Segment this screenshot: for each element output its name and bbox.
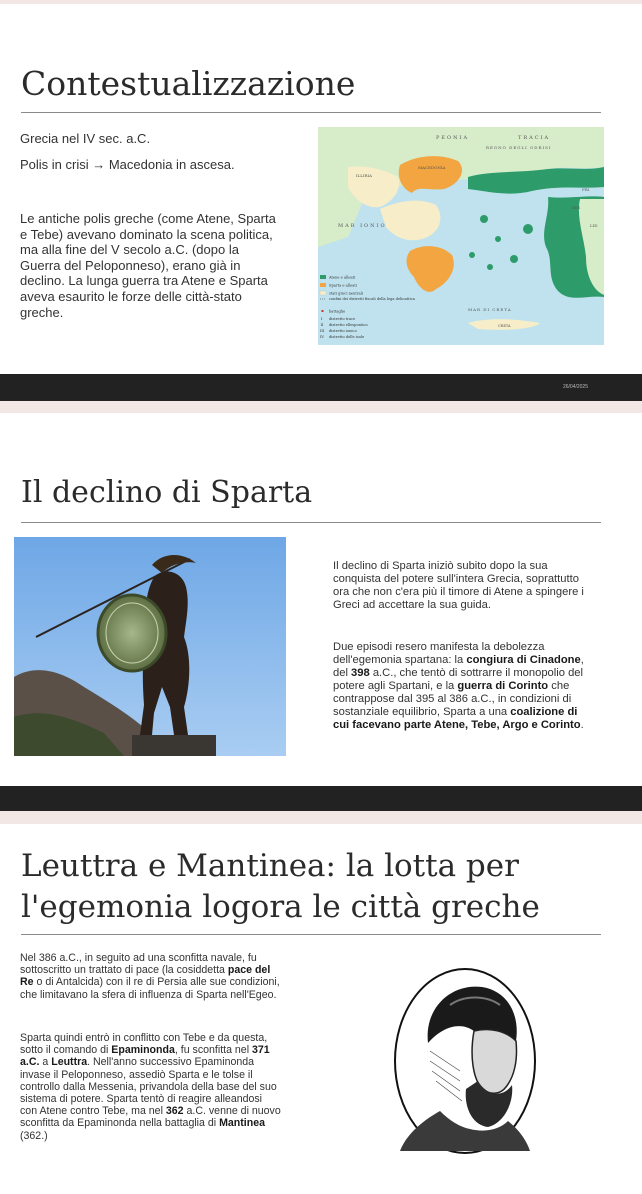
bold-text-run: Mantinea — [219, 1117, 265, 1130]
map-label: PEONIA — [436, 135, 470, 141]
text-run: a.C., che tentò di sottrarre il monopolio del potere agli Spartani, e la — [333, 667, 584, 692]
bold-text-run: 371 a.C. — [20, 1044, 270, 1069]
slide2-title-rule — [21, 522, 601, 523]
map-label: FRI — [582, 187, 590, 192]
legend-label: distretto delle isole — [329, 335, 365, 339]
slide1-title-rule — [21, 112, 601, 113]
legend-label: distretto trace — [329, 317, 356, 321]
text-run: , del — [333, 654, 584, 679]
map-label: ILLIRIA — [356, 173, 372, 178]
slide1-date: 26/04/2025 — [562, 384, 588, 390]
greece-map — [318, 127, 604, 345]
map-label: MIS — [572, 205, 581, 210]
slide1-body: Le antiche polis greche (come Atene, Sparta e Tebe) avevano dominato la scena politica, ma alla fine del V secolo a.C. (dopo la Guerra del Peloponneso), erano già in declino. La lunga guerra tra Atene e Sparta aveva esaurito le forze delle città-stato greche. — [20, 211, 276, 320]
bold-text-run: congiura di Cinadone — [466, 654, 581, 666]
slide1-title: Contestualizzazione — [21, 64, 356, 103]
legend-label: Atene e alleati — [329, 275, 356, 280]
bold-text-run: guerra di Corinto — [457, 680, 549, 692]
text-run: . Nell'anno successivo Epaminonda invase il Peloponneso, assediò Sparta e le tolse il controllo dalla Messenia, privandola della base del suo sistema di potere. Sparta tentò di reagire alleandosi con Atene contro Tebe, ma nel — [20, 1056, 277, 1118]
map-label: TRACIA — [518, 135, 551, 141]
leonidas-statue-photo — [14, 537, 286, 756]
slide2-title: Il declino di Sparta — [21, 475, 313, 510]
legend-label: distretto ionico — [329, 329, 357, 333]
legend-roman: IV — [320, 335, 325, 339]
legend-swatch-sparta — [320, 283, 326, 287]
slide1-subtitle-2: Polis in crisi → Macedonia in ascesa. — [20, 157, 235, 172]
map-label: CRETA — [498, 324, 511, 328]
map-label: REGNO DEGLI ODRISI — [486, 145, 552, 150]
slide2-footer-bar — [0, 786, 642, 811]
statue-pedestal — [132, 735, 216, 756]
text-run: a.C. venne di nuovo sconfitta da Epaminonda nella battaglia di — [20, 1105, 281, 1130]
slide1-footer-bar — [0, 374, 642, 401]
bold-text-run: Epaminonda — [111, 1044, 175, 1057]
slide1-subtitle-1: Grecia nel IV sec. a.C. — [20, 131, 151, 146]
text-run: (362.) — [20, 1129, 48, 1142]
map-island — [480, 215, 488, 223]
map-label: LID — [590, 223, 598, 228]
slide3-title-rule — [21, 934, 601, 935]
legend-roman: II — [320, 323, 324, 327]
text-run: o di Antalcida) con il re di Persia alle sue condizioni, che limitavano la sfera di influenza di Sparta nell'Egeo. — [20, 976, 280, 1001]
map-island — [495, 236, 501, 242]
map-island — [469, 252, 475, 258]
legend-label: confini dei distretti fiscali della lega delioattica — [329, 297, 415, 301]
slide3-title-line-1: Leuttra e Mantinea: la lotta per — [21, 848, 519, 884]
map-island — [510, 255, 518, 263]
bold-text-run: pace del Re — [20, 964, 271, 989]
slide-declino-sparta — [0, 413, 642, 811]
legend-label: distretto ellespontico — [329, 323, 368, 327]
slide2-paragraph-2 — [333, 641, 593, 732]
legend-label: battaglie — [329, 309, 346, 314]
slide3-title — [21, 846, 540, 928]
map-label: MAR DI CRETA — [468, 307, 512, 312]
legend-roman: I — [321, 317, 323, 321]
slide3-paragraph-2 — [20, 1032, 282, 1142]
text-run: a — [39, 1056, 52, 1069]
slide2-paragraph-1: Il declino di Sparta iniziò subito dopo la sua conquista del potere sull'intera Grecia, soprattutto ora che non c'era più il timore di Atene a spingere i Greci ad accettare la sua guida. — [333, 560, 584, 611]
map-label: MACEDONIA — [418, 165, 446, 170]
bold-text-run: 398 — [351, 667, 370, 679]
slide3-title-line-2: l'egemonia logora le città greche — [21, 889, 540, 925]
slide-contestualizzazione — [0, 4, 642, 401]
legend-swatch-battle — [322, 310, 324, 312]
map-island — [487, 264, 493, 270]
bold-text-run: Leuttra — [51, 1056, 88, 1069]
map-island — [523, 224, 533, 234]
text-run: . — [580, 719, 584, 731]
text-run: Nel 386 a.C., in seguito ad una sconfitta navale, fu sottoscritto un trattato di pace (la cosiddetta — [20, 952, 257, 977]
epaminonda-portrait — [390, 961, 540, 1161]
bold-text-run: coalizione di cui facevano parte Atene, Tebe, Argo e Corinto — [333, 706, 581, 731]
text-run: , fu sconfitta nel — [174, 1044, 253, 1057]
slide3-paragraph-1 — [20, 952, 282, 1001]
text-run: Sparta quindi entrò in conflitto con Tebe e da questa, sotto il comando di — [20, 1032, 268, 1057]
map-label: MAR IONIO — [338, 223, 387, 229]
legend-swatch-athens — [320, 275, 326, 279]
bold-text-run: 362 — [165, 1105, 184, 1118]
statue-shield — [98, 595, 166, 671]
legend-label: stati greci neutrali — [329, 291, 363, 296]
text-run: che contrappose dal 395 al 386 a.C., in condizioni di sostanziale equilibrio, Sparta a una — [333, 680, 572, 718]
slide-leuttra-mantinea — [0, 824, 642, 1194]
legend-swatch-neutral — [320, 291, 326, 295]
text-run: Due episodi resero manifesta la debolezza dell'egemonia spartana: la — [333, 641, 545, 666]
legend-roman: III — [320, 329, 325, 333]
legend-label: Sparta e alleati — [329, 283, 357, 288]
